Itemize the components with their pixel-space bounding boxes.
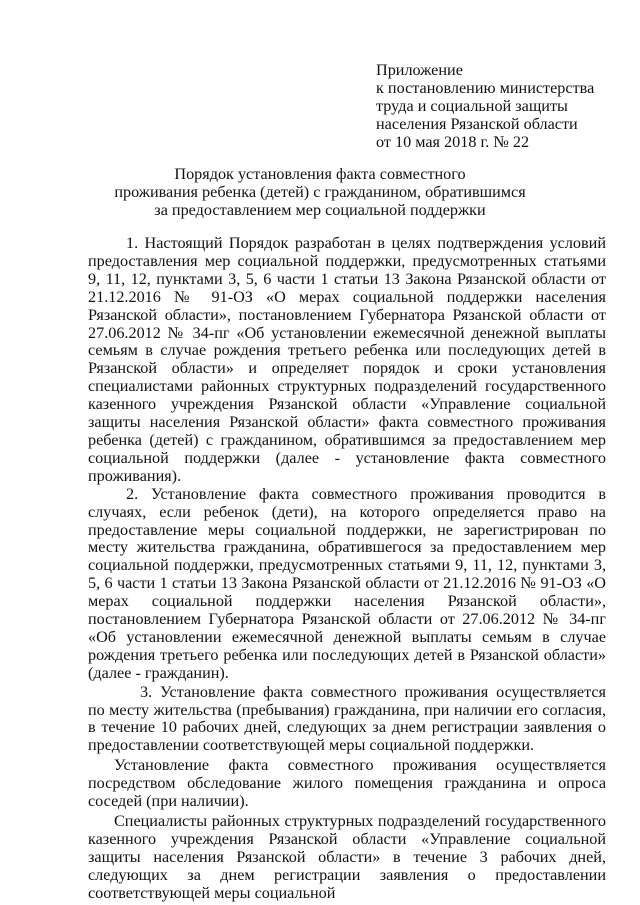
paragraph-1: 1. Настоящий Порядок разработан в целях подтверждения условий предоставления мер социальной поддержки, предусмотренных статьями 9, 11, 12, пунктами 3, 5, 6 части 1 статьи 13 Закона Рязанской области от 21.12.2016 № 91-ОЗ «О мерах социальной поддержки населения Рязанской области», постановлением Губернатора Рязанской области от 27.06.2012 № 34-пг «Об установлении ежемесячной денежной выплаты семьям в случае рождения третьего ребенка или последующих детей в Рязанской области» и определяет порядок и сроки установления специалистами районных структурных подразделений государственного казенного учреждения Рязанской области «Управление социальной защиты населения Рязанской области» факта совместного проживания ребенка (детей) с гражданином, обратившимся за предоставлением мер социальной поддержки (далее - установление факта совместного проживания).: [88, 234, 606, 485]
header-line: к постановлению министерства: [376, 78, 595, 97]
appendix-header: [376, 62, 594, 152]
paragraph-3: 3. Установление факта совместного проживания осуществляется по месту жительства (пребывания) гражданина, при наличии его согласия, в течение 10 рабочих дней, следующих за днем регистрации заявления о предоставлении соответствующей меры социальной поддержки.: [88, 682, 606, 755]
header-date-line: от 10 мая 2018 г. № 22: [376, 132, 530, 151]
header-line: Приложение: [376, 61, 463, 79]
paragraph-5: Специалисты районных структурных подразделений государственного казенного учреждения Рязанской области «Управление социальной защиты населения Рязанской области» в течение 3 рабочих дней, следующих за днем регистрации заявления о предоставлении соответствующей меры социальной: [88, 812, 606, 902]
title-line: Порядок установления факта совместного: [174, 165, 466, 183]
document-title: [0, 166, 640, 220]
header-line: населения Рязанской области: [376, 114, 578, 133]
title-line: за предоставлением мер социальной поддержки: [154, 200, 486, 219]
header-line: труда и социальной защиты: [376, 96, 568, 115]
paragraph-2: 2. Установление факта совместного проживания проводится в случаях, если ребенок (дети), на которого определяется право на предоставление меры социальной поддержки, не зарегистрирован по месту жительства гражданина, обратившегося за предоставлением мер социальной поддержки, предусмотренных статьями 9, 11, 12, пунктами 3, 5, 6 части 1 статьи 13 Закона Рязанской области от 21.12.2016 № 91-ОЗ «О мерах социальной поддержки населения Рязанской области», постановлением Губернатора Рязанской области от 27.06.2012 № 34-пг «Об установлении ежемесячной денежной выплаты семьям в случае рождения третьего ребенка или последующих детей в Рязанской области» (далее - гражданин).: [88, 484, 606, 682]
paragraph-4: Установление факта совместного проживания осуществляется посредством обследование жилого помещения гражданина и опроса соседей (при наличии).: [88, 756, 606, 811]
title-line: проживания ребенка (детей) с гражданином, обратившимся: [114, 182, 526, 201]
document-body: [88, 235, 606, 903]
